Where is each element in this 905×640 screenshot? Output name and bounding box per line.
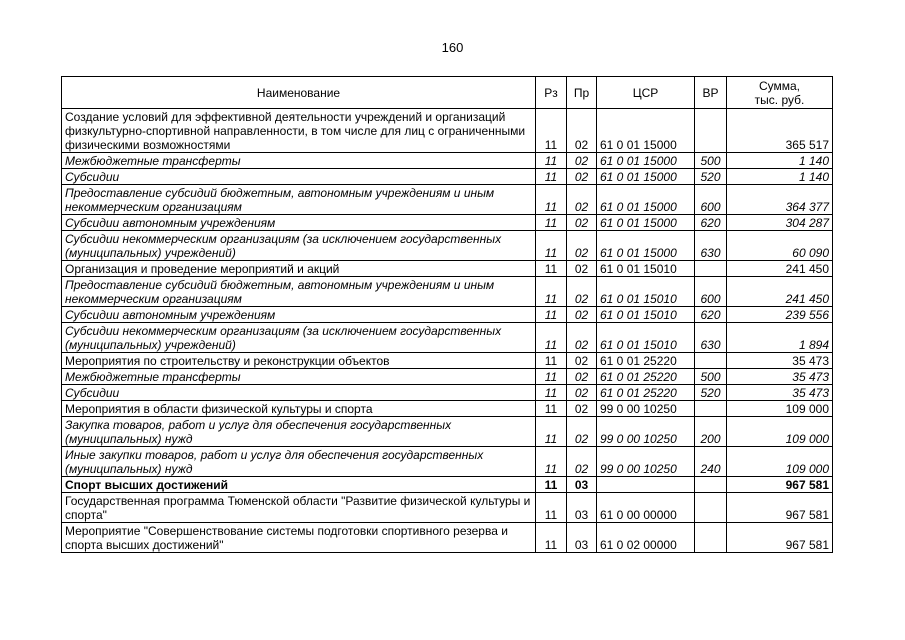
cell-vr: 520 (695, 385, 727, 401)
cell-rz: 11 (536, 385, 567, 401)
table-row (62, 231, 833, 261)
cell-name: Иные закупки товаров, работ и услуг для обеспечения государственных (муниципальных) нужд (62, 447, 536, 477)
cell-name: Предоставление субсидий бюджетным, автономным учреждениям и иным некоммерческим организациям (62, 277, 536, 307)
cell-name: Мероприятия по строительству и реконструкции объектов (62, 353, 536, 369)
cell-pr: 02 (567, 369, 597, 385)
cell-name: Субсидии некоммерческим организациям (за исключением государственных (муниципальных) учреждений) (62, 323, 536, 353)
table-row (62, 185, 833, 215)
cell-pr: 02 (567, 215, 597, 231)
cell-vr: 620 (695, 307, 727, 323)
cell-sum: 967 581 (727, 523, 833, 553)
cell-pr: 02 (567, 169, 597, 185)
cell-pr: 03 (567, 493, 597, 523)
table-row (62, 369, 833, 385)
cell-rz: 11 (536, 401, 567, 417)
cell-csr: 61 0 01 25220 (597, 385, 695, 401)
cell-csr: 61 0 00 00000 (597, 493, 695, 523)
cell-vr: 520 (695, 169, 727, 185)
cell-rz: 11 (536, 109, 567, 153)
cell-csr: 61 0 01 15010 (597, 261, 695, 277)
table-row (62, 215, 833, 231)
cell-vr (695, 353, 727, 369)
cell-rz: 11 (536, 169, 567, 185)
cell-vr (695, 523, 727, 553)
table-row (62, 353, 833, 369)
table-row (62, 323, 833, 353)
table-row (62, 401, 833, 417)
cell-csr: 99 0 00 10250 (597, 417, 695, 447)
cell-sum: 60 090 (727, 231, 833, 261)
cell-vr (695, 261, 727, 277)
cell-sum: 241 450 (727, 261, 833, 277)
table-row (62, 417, 833, 447)
cell-csr: 61 0 02 00000 (597, 523, 695, 553)
cell-rz: 11 (536, 447, 567, 477)
cell-pr: 02 (567, 261, 597, 277)
cell-sum: 364 377 (727, 185, 833, 215)
table-row (62, 109, 833, 153)
cell-csr (597, 477, 695, 493)
cell-rz: 11 (536, 261, 567, 277)
cell-name: Создание условий для эффективной деятельности учреждений и организаций физкультурно-спортивной направленности, в том числе для лиц с ограниченными физическими возможностями (62, 109, 536, 153)
cell-rz: 11 (536, 215, 567, 231)
header-vr: ВР (695, 77, 727, 109)
cell-name: Мероприятия в области физической культуры и спорта (62, 401, 536, 417)
cell-sum: 304 287 (727, 215, 833, 231)
cell-sum: 109 000 (727, 401, 833, 417)
table-row (62, 277, 833, 307)
cell-name: Закупка товаров, работ и услуг для обеспечения государственных (муниципальных) нужд (62, 417, 536, 447)
cell-rz: 11 (536, 185, 567, 215)
cell-name: Субсидии автономным учреждениям (62, 215, 536, 231)
header-row (62, 77, 833, 109)
cell-sum: 35 473 (727, 369, 833, 385)
header-rz: Рз (536, 77, 567, 109)
cell-csr: 61 0 01 15010 (597, 277, 695, 307)
cell-pr: 02 (567, 277, 597, 307)
cell-csr: 61 0 01 15010 (597, 323, 695, 353)
cell-pr: 02 (567, 231, 597, 261)
cell-pr: 02 (567, 185, 597, 215)
cell-name: Государственная программа Тюменской области "Развитие физической культуры и спорта" (62, 493, 536, 523)
budget-table (61, 76, 833, 553)
cell-sum: 239 556 (727, 307, 833, 323)
table-row (62, 307, 833, 323)
cell-sum: 1 140 (727, 153, 833, 169)
cell-name: Субсидии некоммерческим организациям (за исключением государственных (муниципальных) учреждений) (62, 231, 536, 261)
cell-csr: 99 0 00 10250 (597, 401, 695, 417)
cell-rz: 11 (536, 369, 567, 385)
cell-vr: 620 (695, 215, 727, 231)
cell-rz: 11 (536, 323, 567, 353)
cell-csr: 61 0 01 15000 (597, 215, 695, 231)
cell-pr: 02 (567, 401, 597, 417)
table-row (62, 169, 833, 185)
cell-pr: 02 (567, 109, 597, 153)
table-row (62, 447, 833, 477)
cell-csr: 61 0 01 15000 (597, 153, 695, 169)
table-row (62, 523, 833, 553)
cell-pr: 03 (567, 523, 597, 553)
table-row (62, 261, 833, 277)
cell-name: Субсидии (62, 169, 536, 185)
cell-rz: 11 (536, 353, 567, 369)
cell-sum: 967 581 (727, 493, 833, 523)
header-sum: Сумма, тыс. руб. (727, 77, 833, 109)
cell-sum: 365 517 (727, 109, 833, 153)
cell-rz: 11 (536, 153, 567, 169)
cell-sum: 967 581 (727, 477, 833, 493)
cell-sum: 1 140 (727, 169, 833, 185)
cell-sum: 241 450 (727, 277, 833, 307)
cell-csr: 61 0 01 15000 (597, 169, 695, 185)
cell-name: Субсидии (62, 385, 536, 401)
cell-pr: 02 (567, 353, 597, 369)
cell-pr: 02 (567, 417, 597, 447)
cell-name: Организация и проведение мероприятий и акций (62, 261, 536, 277)
table-row (62, 385, 833, 401)
cell-rz: 11 (536, 523, 567, 553)
cell-sum: 35 473 (727, 385, 833, 401)
header-pr: Пр (567, 77, 597, 109)
cell-vr (695, 477, 727, 493)
cell-pr: 02 (567, 307, 597, 323)
cell-pr: 02 (567, 323, 597, 353)
cell-vr (695, 401, 727, 417)
cell-sum: 109 000 (727, 417, 833, 447)
cell-pr: 03 (567, 477, 597, 493)
cell-rz: 11 (536, 231, 567, 261)
cell-name: Предоставление субсидий бюджетным, автономным учреждениям и иным некоммерческим организациям (62, 185, 536, 215)
cell-pr: 02 (567, 153, 597, 169)
cell-csr: 61 0 01 15000 (597, 231, 695, 261)
cell-vr: 200 (695, 417, 727, 447)
cell-vr: 630 (695, 231, 727, 261)
cell-csr: 61 0 01 25220 (597, 353, 695, 369)
cell-vr: 500 (695, 369, 727, 385)
cell-sum: 1 894 (727, 323, 833, 353)
cell-rz: 11 (536, 307, 567, 323)
header-csr: ЦСР (597, 77, 695, 109)
cell-csr: 61 0 01 15000 (597, 109, 695, 153)
table-row (62, 493, 833, 523)
cell-name: Межбюджетные трансферты (62, 369, 536, 385)
cell-name: Спорт высших достижений (62, 477, 536, 493)
cell-vr (695, 493, 727, 523)
cell-csr: 99 0 00 10250 (597, 447, 695, 477)
table-row (62, 477, 833, 493)
cell-pr: 02 (567, 447, 597, 477)
cell-csr: 61 0 01 15010 (597, 307, 695, 323)
cell-rz: 11 (536, 417, 567, 447)
cell-name: Субсидии автономным учреждениям (62, 307, 536, 323)
page-number: 160 (441, 40, 464, 55)
cell-name: Межбюджетные трансферты (62, 153, 536, 169)
cell-csr: 61 0 01 25220 (597, 369, 695, 385)
cell-vr: 600 (695, 277, 727, 307)
cell-pr: 02 (567, 385, 597, 401)
table-row (62, 153, 833, 169)
cell-sum: 35 473 (727, 353, 833, 369)
cell-vr: 600 (695, 185, 727, 215)
header-name: Наименование (62, 77, 536, 109)
cell-vr: 240 (695, 447, 727, 477)
cell-vr: 630 (695, 323, 727, 353)
cell-rz: 11 (536, 493, 567, 523)
cell-vr (695, 109, 727, 153)
cell-rz: 11 (536, 277, 567, 307)
cell-sum: 109 000 (727, 447, 833, 477)
cell-rz: 11 (536, 477, 567, 493)
cell-name: Мероприятие "Совершенствование системы подготовки спортивного резерва и спорта высших достижений" (62, 523, 536, 553)
cell-vr: 500 (695, 153, 727, 169)
cell-csr: 61 0 01 15000 (597, 185, 695, 215)
